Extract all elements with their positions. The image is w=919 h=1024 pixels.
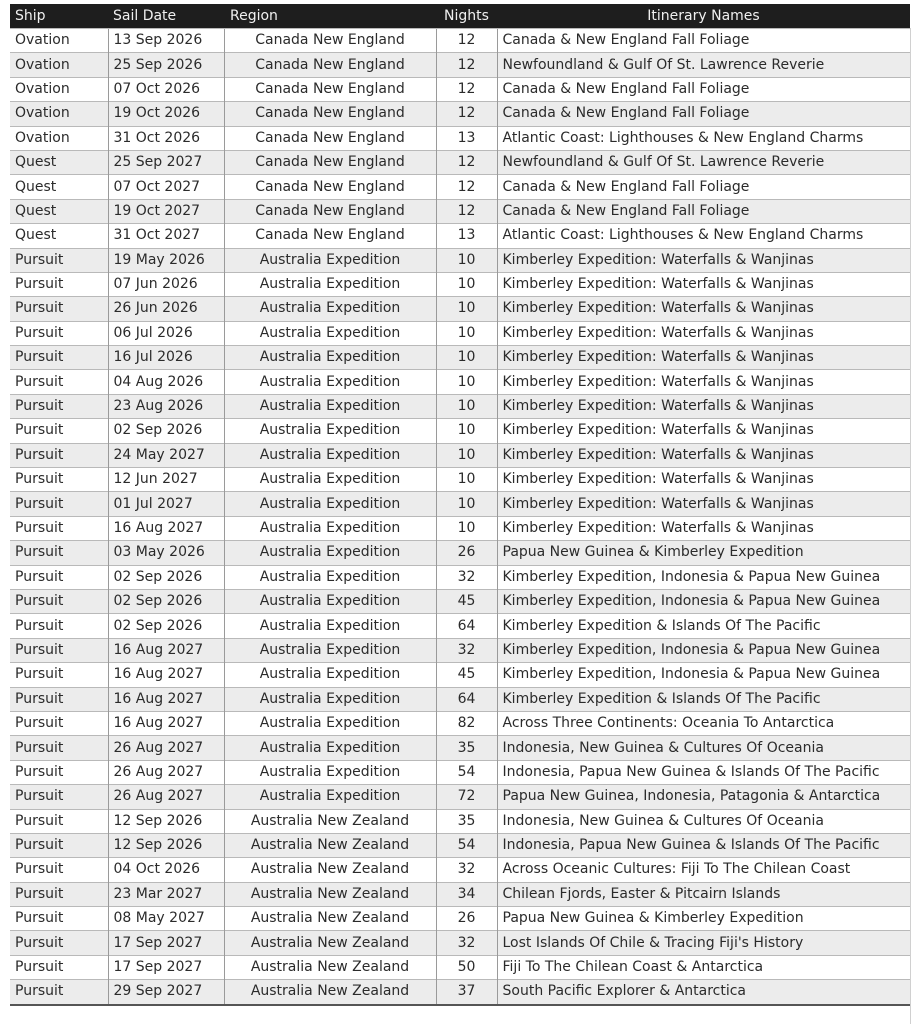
cell-sail-date: 26 Jun 2026 <box>108 297 224 321</box>
cell-nights: 10 <box>436 346 497 370</box>
table-row <box>10 272 910 296</box>
cell-sail-date: 16 Jul 2026 <box>108 346 224 370</box>
cell-itinerary-name: Kimberley Expedition: Waterfalls & Wanjinas <box>497 468 910 492</box>
cell-region: Canada New England <box>224 53 436 77</box>
cell-sail-date: 16 Aug 2027 <box>108 638 224 662</box>
cell-sail-date: 19 Oct 2027 <box>108 199 224 223</box>
cell-region: Australia Expedition <box>224 516 436 540</box>
cell-ship: Pursuit <box>10 370 108 394</box>
cell-nights: 50 <box>436 955 497 979</box>
cell-nights: 12 <box>436 150 497 174</box>
cell-ship: Pursuit <box>10 541 108 565</box>
table-row <box>10 468 910 492</box>
cell-ship: Pursuit <box>10 297 108 321</box>
cell-itinerary-name: Atlantic Coast: Lighthouses & New England Charms <box>497 126 910 150</box>
cell-region: Australia Expedition <box>224 638 436 662</box>
table-row <box>10 687 910 711</box>
cell-ship: Pursuit <box>10 882 108 906</box>
cell-ship: Pursuit <box>10 760 108 784</box>
table-row <box>10 53 910 77</box>
cell-ship: Pursuit <box>10 809 108 833</box>
cell-sail-date: 17 Sep 2027 <box>108 931 224 955</box>
table-row <box>10 248 910 272</box>
cell-sail-date: 03 May 2026 <box>108 541 224 565</box>
cell-sail-date: 31 Oct 2027 <box>108 224 224 248</box>
cell-nights: 10 <box>436 321 497 345</box>
cell-ship: Pursuit <box>10 468 108 492</box>
cell-ship: Pursuit <box>10 272 108 296</box>
cell-itinerary-name: Kimberley Expedition: Waterfalls & Wanjinas <box>497 516 910 540</box>
cell-itinerary-name: Canada & New England Fall Foliage <box>497 29 910 53</box>
table-row <box>10 833 910 857</box>
cell-sail-date: 13 Sep 2026 <box>108 29 224 53</box>
cell-sail-date: 12 Sep 2026 <box>108 809 224 833</box>
cell-ship: Pursuit <box>10 394 108 418</box>
cell-itinerary-name: Kimberley Expedition: Waterfalls & Wanjinas <box>497 394 910 418</box>
cell-sail-date: 29 Sep 2027 <box>108 980 224 1005</box>
cell-nights: 12 <box>436 175 497 199</box>
cell-ship: Pursuit <box>10 833 108 857</box>
cell-region: Canada New England <box>224 126 436 150</box>
cell-itinerary-name: Canada & New England Fall Foliage <box>497 77 910 101</box>
cell-nights: 10 <box>436 248 497 272</box>
page-edge-divider <box>910 28 911 1024</box>
table-row <box>10 663 910 687</box>
table-row <box>10 29 910 53</box>
cell-sail-date: 07 Oct 2027 <box>108 175 224 199</box>
cell-nights: 10 <box>436 468 497 492</box>
table-row <box>10 614 910 638</box>
cell-region: Canada New England <box>224 150 436 174</box>
cell-region: Australia Expedition <box>224 736 436 760</box>
cell-ship: Pursuit <box>10 614 108 638</box>
cell-ship: Pursuit <box>10 711 108 735</box>
table-row <box>10 565 910 589</box>
header-itinerary-names: Itinerary Names <box>497 4 910 29</box>
cell-nights: 32 <box>436 638 497 662</box>
cell-sail-date: 25 Sep 2026 <box>108 53 224 77</box>
cell-region: Australia Expedition <box>224 419 436 443</box>
cell-itinerary-name: South Pacific Explorer & Antarctica <box>497 980 910 1005</box>
cell-ship: Pursuit <box>10 907 108 931</box>
cell-ship: Pursuit <box>10 980 108 1005</box>
cell-sail-date: 02 Sep 2026 <box>108 565 224 589</box>
table-row <box>10 955 910 979</box>
cell-region: Australia Expedition <box>224 785 436 809</box>
cell-ship: Pursuit <box>10 492 108 516</box>
cell-nights: 10 <box>436 443 497 467</box>
cell-ship: Quest <box>10 150 108 174</box>
cell-ship: Pursuit <box>10 419 108 443</box>
itinerary-table <box>10 4 910 1006</box>
table-row <box>10 516 910 540</box>
cell-sail-date: 16 Aug 2027 <box>108 687 224 711</box>
cell-region: Australia Expedition <box>224 492 436 516</box>
cell-itinerary-name: Kimberley Expedition: Waterfalls & Wanjinas <box>497 346 910 370</box>
cell-region: Australia Expedition <box>224 321 436 345</box>
cell-region: Australia Expedition <box>224 614 436 638</box>
cell-nights: 10 <box>436 297 497 321</box>
cell-region: Canada New England <box>224 199 436 223</box>
cell-region: Australia New Zealand <box>224 809 436 833</box>
table-row <box>10 321 910 345</box>
cell-region: Australia New Zealand <box>224 980 436 1005</box>
table-row <box>10 785 910 809</box>
table-row <box>10 980 910 1005</box>
cell-nights: 32 <box>436 858 497 882</box>
cell-region: Australia Expedition <box>224 468 436 492</box>
cell-region: Australia New Zealand <box>224 833 436 857</box>
table-row <box>10 907 910 931</box>
cell-ship: Ovation <box>10 126 108 150</box>
table-row <box>10 541 910 565</box>
header-sail-date: Sail Date <box>108 4 224 29</box>
cell-nights: 32 <box>436 931 497 955</box>
cell-sail-date: 02 Sep 2026 <box>108 589 224 613</box>
cell-sail-date: 23 Mar 2027 <box>108 882 224 906</box>
cell-sail-date: 19 Oct 2026 <box>108 102 224 126</box>
cell-sail-date: 01 Jul 2027 <box>108 492 224 516</box>
table-row <box>10 882 910 906</box>
cell-region: Australia Expedition <box>224 370 436 394</box>
cell-nights: 10 <box>436 419 497 443</box>
cell-itinerary-name: Papua New Guinea & Kimberley Expedition <box>497 907 910 931</box>
cell-itinerary-name: Canada & New England Fall Foliage <box>497 199 910 223</box>
cell-itinerary-name: Kimberley Expedition: Waterfalls & Wanjinas <box>497 419 910 443</box>
cell-sail-date: 19 May 2026 <box>108 248 224 272</box>
cell-nights: 10 <box>436 492 497 516</box>
cell-itinerary-name: Across Oceanic Cultures: Fiji To The Chilean Coast <box>497 858 910 882</box>
table-row <box>10 394 910 418</box>
table-row <box>10 711 910 735</box>
cell-itinerary-name: Newfoundland & Gulf Of St. Lawrence Reverie <box>497 150 910 174</box>
cell-itinerary-name: Newfoundland & Gulf Of St. Lawrence Reverie <box>497 53 910 77</box>
table-row <box>10 77 910 101</box>
cell-region: Australia Expedition <box>224 346 436 370</box>
cell-ship: Pursuit <box>10 565 108 589</box>
cell-itinerary-name: Kimberley Expedition: Waterfalls & Wanjinas <box>497 492 910 516</box>
cell-region: Canada New England <box>224 77 436 101</box>
cell-nights: 10 <box>436 272 497 296</box>
cell-sail-date: 25 Sep 2027 <box>108 150 224 174</box>
cell-nights: 72 <box>436 785 497 809</box>
cell-ship: Pursuit <box>10 321 108 345</box>
cell-itinerary-name: Chilean Fjords, Easter & Pitcairn Islands <box>497 882 910 906</box>
cell-sail-date: 07 Jun 2026 <box>108 272 224 296</box>
cell-region: Australia New Zealand <box>224 931 436 955</box>
cell-nights: 64 <box>436 614 497 638</box>
cell-sail-date: 26 Aug 2027 <box>108 736 224 760</box>
cell-sail-date: 04 Oct 2026 <box>108 858 224 882</box>
cell-nights: 37 <box>436 980 497 1005</box>
cell-sail-date: 06 Jul 2026 <box>108 321 224 345</box>
cell-itinerary-name: Kimberley Expedition, Indonesia & Papua New Guinea <box>497 565 910 589</box>
cell-nights: 54 <box>436 833 497 857</box>
cell-sail-date: 02 Sep 2026 <box>108 419 224 443</box>
cell-sail-date: 08 May 2027 <box>108 907 224 931</box>
cell-region: Australia Expedition <box>224 687 436 711</box>
cell-itinerary-name: Kimberley Expedition: Waterfalls & Wanjinas <box>497 272 910 296</box>
cell-region: Canada New England <box>224 29 436 53</box>
cell-region: Australia New Zealand <box>224 955 436 979</box>
table-row <box>10 931 910 955</box>
cell-ship: Ovation <box>10 29 108 53</box>
cell-nights: 26 <box>436 907 497 931</box>
cell-sail-date: 26 Aug 2027 <box>108 760 224 784</box>
cell-sail-date: 12 Sep 2026 <box>108 833 224 857</box>
cell-sail-date: 16 Aug 2027 <box>108 663 224 687</box>
header-nights: Nights <box>436 4 497 29</box>
table-row <box>10 346 910 370</box>
table-row <box>10 126 910 150</box>
cell-nights: 34 <box>436 882 497 906</box>
cell-nights: 45 <box>436 663 497 687</box>
cell-ship: Pursuit <box>10 858 108 882</box>
cell-nights: 35 <box>436 809 497 833</box>
table-row <box>10 175 910 199</box>
cell-ship: Ovation <box>10 102 108 126</box>
cell-itinerary-name: Indonesia, Papua New Guinea & Islands Of The Pacific <box>497 833 910 857</box>
cell-region: Australia New Zealand <box>224 858 436 882</box>
cell-itinerary-name: Atlantic Coast: Lighthouses & New England Charms <box>497 224 910 248</box>
cell-region: Australia Expedition <box>224 663 436 687</box>
cell-nights: 12 <box>436 199 497 223</box>
table-row <box>10 199 910 223</box>
cell-ship: Pursuit <box>10 955 108 979</box>
cell-region: Australia New Zealand <box>224 907 436 931</box>
cell-region: Australia Expedition <box>224 565 436 589</box>
cell-sail-date: 31 Oct 2026 <box>108 126 224 150</box>
cell-sail-date: 23 Aug 2026 <box>108 394 224 418</box>
cell-nights: 26 <box>436 541 497 565</box>
itinerary-table-container <box>10 4 910 1006</box>
cell-region: Australia Expedition <box>224 711 436 735</box>
cell-itinerary-name: Kimberley Expedition: Waterfalls & Wanjinas <box>497 370 910 394</box>
cell-itinerary-name: Kimberley Expedition, Indonesia & Papua New Guinea <box>497 638 910 662</box>
cell-region: Australia Expedition <box>224 589 436 613</box>
cell-ship: Pursuit <box>10 687 108 711</box>
cell-ship: Pursuit <box>10 785 108 809</box>
cell-region: Australia Expedition <box>224 394 436 418</box>
cell-ship: Quest <box>10 175 108 199</box>
table-row <box>10 638 910 662</box>
cell-region: Australia Expedition <box>224 443 436 467</box>
cell-sail-date: 16 Aug 2027 <box>108 516 224 540</box>
cell-itinerary-name: Indonesia, New Guinea & Cultures Of Oceania <box>497 809 910 833</box>
cell-itinerary-name: Indonesia, Papua New Guinea & Islands Of The Pacific <box>497 760 910 784</box>
cell-itinerary-name: Lost Islands Of Chile & Tracing Fiji's History <box>497 931 910 955</box>
cell-region: Australia Expedition <box>224 272 436 296</box>
cell-ship: Quest <box>10 224 108 248</box>
cell-ship: Pursuit <box>10 248 108 272</box>
cell-nights: 35 <box>436 736 497 760</box>
cell-itinerary-name: Kimberley Expedition, Indonesia & Papua New Guinea <box>497 663 910 687</box>
table-row <box>10 419 910 443</box>
cell-nights: 54 <box>436 760 497 784</box>
cell-itinerary-name: Kimberley Expedition, Indonesia & Papua New Guinea <box>497 589 910 613</box>
cell-region: Canada New England <box>224 224 436 248</box>
cell-itinerary-name: Kimberley Expedition: Waterfalls & Wanjinas <box>497 443 910 467</box>
cell-itinerary-name: Indonesia, New Guinea & Cultures Of Oceania <box>497 736 910 760</box>
cell-sail-date: 07 Oct 2026 <box>108 77 224 101</box>
cell-ship: Pursuit <box>10 589 108 613</box>
cell-itinerary-name: Kimberley Expedition: Waterfalls & Wanjinas <box>497 248 910 272</box>
table-row <box>10 102 910 126</box>
table-row <box>10 224 910 248</box>
table-row <box>10 858 910 882</box>
cell-region: Australia New Zealand <box>224 882 436 906</box>
cell-itinerary-name: Canada & New England Fall Foliage <box>497 102 910 126</box>
table-body <box>10 29 910 1005</box>
cell-ship: Ovation <box>10 53 108 77</box>
cell-nights: 82 <box>436 711 497 735</box>
cell-nights: 13 <box>436 126 497 150</box>
header-region: Region <box>224 4 436 29</box>
cell-itinerary-name: Kimberley Expedition: Waterfalls & Wanjinas <box>497 321 910 345</box>
cell-nights: 12 <box>436 102 497 126</box>
cell-region: Australia Expedition <box>224 541 436 565</box>
table-row <box>10 370 910 394</box>
cell-ship: Pursuit <box>10 931 108 955</box>
table-header-row <box>10 4 910 29</box>
cell-region: Australia Expedition <box>224 297 436 321</box>
cell-sail-date: 16 Aug 2027 <box>108 711 224 735</box>
table-row <box>10 443 910 467</box>
table-row <box>10 809 910 833</box>
cell-ship: Pursuit <box>10 638 108 662</box>
table-row <box>10 736 910 760</box>
cell-itinerary-name: Kimberley Expedition & Islands Of The Pacific <box>497 614 910 638</box>
cell-region: Canada New England <box>224 175 436 199</box>
cell-nights: 12 <box>436 29 497 53</box>
cell-ship: Pursuit <box>10 663 108 687</box>
cell-nights: 10 <box>436 370 497 394</box>
cell-nights: 10 <box>436 516 497 540</box>
cell-nights: 13 <box>436 224 497 248</box>
table-row <box>10 150 910 174</box>
cell-ship: Pursuit <box>10 516 108 540</box>
table-row <box>10 297 910 321</box>
cell-itinerary-name: Across Three Continents: Oceania To Antarctica <box>497 711 910 735</box>
cell-nights: 10 <box>436 394 497 418</box>
cell-itinerary-name: Canada & New England Fall Foliage <box>497 175 910 199</box>
cell-sail-date: 02 Sep 2026 <box>108 614 224 638</box>
cell-ship: Pursuit <box>10 346 108 370</box>
cell-nights: 12 <box>436 53 497 77</box>
cell-nights: 32 <box>436 565 497 589</box>
table-row <box>10 760 910 784</box>
cell-itinerary-name: Kimberley Expedition & Islands Of The Pacific <box>497 687 910 711</box>
cell-region: Canada New England <box>224 102 436 126</box>
cell-itinerary-name: Kimberley Expedition: Waterfalls & Wanjinas <box>497 297 910 321</box>
cell-region: Australia Expedition <box>224 248 436 272</box>
cell-ship: Pursuit <box>10 736 108 760</box>
cell-sail-date: 12 Jun 2027 <box>108 468 224 492</box>
cell-region: Australia Expedition <box>224 760 436 784</box>
cell-sail-date: 24 May 2027 <box>108 443 224 467</box>
header-ship: Ship <box>10 4 108 29</box>
cell-ship: Ovation <box>10 77 108 101</box>
cell-sail-date: 26 Aug 2027 <box>108 785 224 809</box>
cell-nights: 12 <box>436 77 497 101</box>
cell-sail-date: 17 Sep 2027 <box>108 955 224 979</box>
cell-ship: Quest <box>10 199 108 223</box>
cell-itinerary-name: Papua New Guinea, Indonesia, Patagonia & Antarctica <box>497 785 910 809</box>
cell-itinerary-name: Fiji To The Chilean Coast & Antarctica <box>497 955 910 979</box>
cell-ship: Pursuit <box>10 443 108 467</box>
table-row <box>10 492 910 516</box>
cell-itinerary-name: Papua New Guinea & Kimberley Expedition <box>497 541 910 565</box>
cell-nights: 45 <box>436 589 497 613</box>
cell-sail-date: 04 Aug 2026 <box>108 370 224 394</box>
table-row <box>10 589 910 613</box>
cell-nights: 64 <box>436 687 497 711</box>
